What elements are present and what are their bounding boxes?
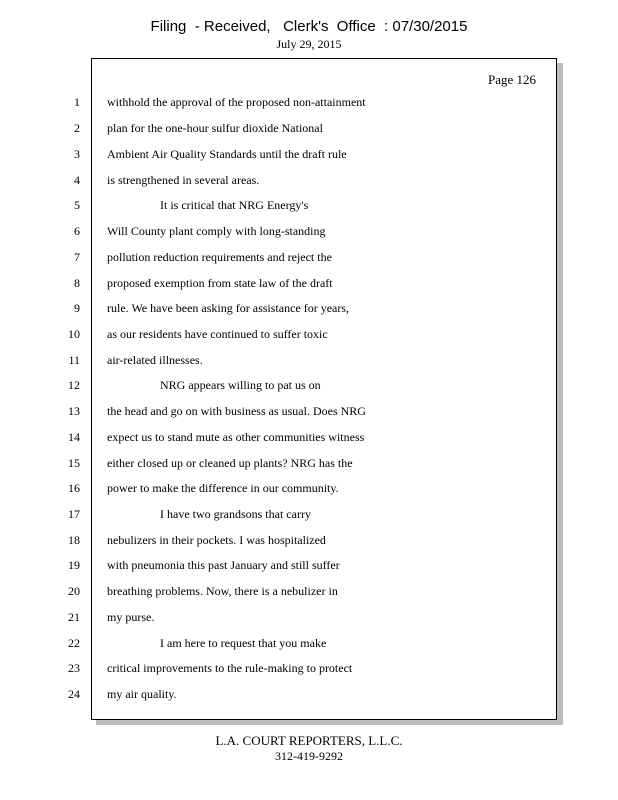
line-text: proposed exemption from state law of the draft xyxy=(107,276,333,290)
line-number: 6 xyxy=(74,224,80,238)
line-text: air-related illnesses. xyxy=(107,353,203,367)
line-text: I have two grandsons that carry xyxy=(160,507,311,521)
line-text: is strengthened in several areas. xyxy=(107,173,260,187)
filing-stamp: Filing - Received, Clerk's Office : 07/30/2015 xyxy=(150,18,468,35)
line-text: either closed up or cleaned up plants? NRG has the xyxy=(107,456,353,470)
line-number: 17 xyxy=(68,507,80,521)
line-number: 9 xyxy=(74,301,80,315)
line-number: 18 xyxy=(68,533,80,547)
line-text: as our residents have continued to suffer toxic xyxy=(107,327,328,341)
line-text: Ambient Air Quality Standards until the draft rule xyxy=(107,147,347,161)
line-number: 23 xyxy=(68,661,80,675)
line-text: nebulizers in their pockets. I was hospitalized xyxy=(107,533,326,547)
line-number: 11 xyxy=(68,353,80,367)
line-number: 2 xyxy=(74,121,80,135)
line-text: expect us to stand mute as other communities witness xyxy=(107,430,365,444)
line-text: pollution reduction requirements and reject the xyxy=(107,250,332,264)
line-number: 10 xyxy=(68,327,80,341)
line-text: NRG appears willing to pat us on xyxy=(160,378,321,392)
line-text: my purse. xyxy=(107,610,155,624)
line-text: I am here to request that you make xyxy=(160,636,327,650)
line-text: my air quality. xyxy=(107,687,177,701)
line-text: Will County plant comply with long-standing xyxy=(107,224,326,238)
page-number: Page 126 xyxy=(487,72,536,87)
line-text: withhold the approval of the proposed non-attainment xyxy=(107,95,366,109)
line-text: plan for the one-hour sulfur dioxide National xyxy=(107,121,323,135)
line-number: 14 xyxy=(68,430,80,444)
line-number: 1 xyxy=(74,95,80,109)
transcript-date: July 29, 2015 xyxy=(276,37,342,51)
line-number: 21 xyxy=(68,610,80,624)
line-number: 4 xyxy=(74,173,80,187)
line-text: power to make the difference in our community. xyxy=(107,481,339,495)
line-text: with pneumonia this past January and still suffer xyxy=(107,558,340,572)
line-number: 5 xyxy=(74,198,80,212)
line-text: It is critical that NRG Energy's xyxy=(160,198,309,212)
line-text: the head and go on with business as usual. Does NRG xyxy=(107,404,366,418)
line-number: 3 xyxy=(74,147,80,161)
line-number: 20 xyxy=(68,584,80,598)
line-text: rule. We have been asking for assistance for years, xyxy=(107,301,350,315)
line-number: 24 xyxy=(68,687,80,701)
line-number: 8 xyxy=(74,276,80,290)
line-number: 12 xyxy=(68,378,80,392)
line-number: 19 xyxy=(68,558,80,572)
line-text: breathing problems. Now, there is a nebulizer in xyxy=(107,584,338,598)
line-number: 16 xyxy=(68,481,80,495)
line-number: 7 xyxy=(74,250,80,264)
line-text: critical improvements to the rule-making to protect xyxy=(107,661,353,675)
line-number: 13 xyxy=(68,404,80,418)
line-number: 15 xyxy=(68,456,80,470)
line-number: 22 xyxy=(68,636,80,650)
reporter-company: L.A. COURT REPORTERS, L.L.C. xyxy=(215,733,403,748)
reporter-phone: 312-419-9292 xyxy=(275,749,343,763)
